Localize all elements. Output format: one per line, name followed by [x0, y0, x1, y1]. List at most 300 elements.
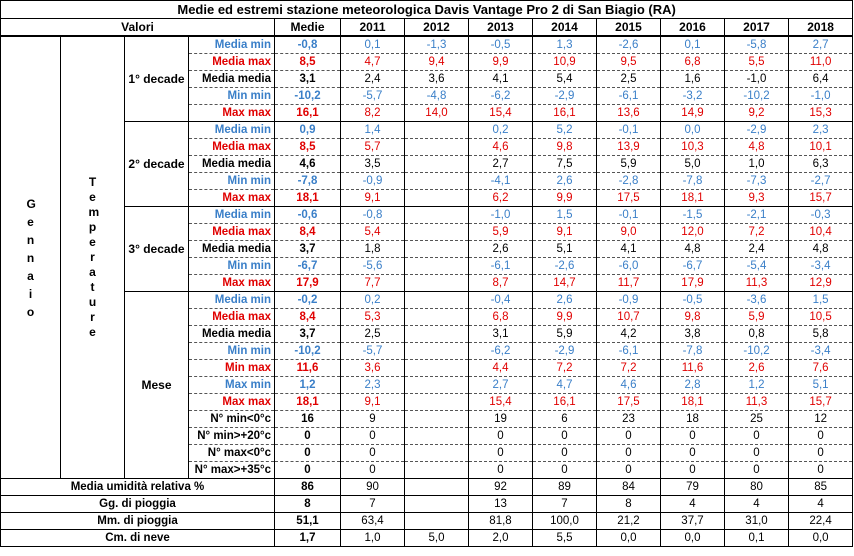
year-value: 5,3 [341, 309, 405, 326]
row-label: Max max [189, 190, 275, 207]
year-value: 10,1 [789, 139, 853, 156]
year-value: 0 [661, 462, 725, 479]
year-value [405, 360, 469, 377]
year-value: -1,0 [789, 88, 853, 105]
footer-label: Gg. di pioggia [1, 496, 275, 513]
year-value: 6,2 [469, 190, 533, 207]
year-value [405, 309, 469, 326]
year-value [405, 513, 469, 530]
year-header: 2015 [597, 19, 661, 37]
year-value: -2,6 [597, 36, 661, 54]
year-value [405, 343, 469, 360]
year-value [405, 275, 469, 292]
year-value: 7,6 [789, 360, 853, 377]
year-value: 2,3 [789, 122, 853, 139]
year-value: 2,6 [533, 173, 597, 190]
medie-value: 4,6 [275, 156, 341, 173]
year-value: -5,8 [725, 36, 789, 54]
year-value: -6,7 [661, 258, 725, 275]
footer-label: Media umidità relativa % [1, 479, 275, 496]
medie-value: 18,1 [275, 394, 341, 411]
year-value: 19 [469, 411, 533, 428]
year-value: 4,4 [469, 360, 533, 377]
year-value: 15,4 [469, 394, 533, 411]
year-value: 4,7 [341, 54, 405, 71]
year-value: 0 [533, 445, 597, 462]
medie-value: 11,6 [275, 360, 341, 377]
year-value [405, 496, 469, 513]
year-value: 63,4 [341, 513, 405, 530]
year-value: 4,8 [789, 241, 853, 258]
medie-value: 8,5 [275, 54, 341, 71]
year-value: 4 [789, 496, 853, 513]
year-value: -0,8 [341, 207, 405, 224]
year-value: 12 [789, 411, 853, 428]
row-label: Media max [189, 224, 275, 241]
row-label: Max max [189, 394, 275, 411]
year-value: 10,3 [661, 139, 725, 156]
year-value: 15,7 [789, 190, 853, 207]
year-value: 10,7 [597, 309, 661, 326]
year-value: 14,7 [533, 275, 597, 292]
medie-header: Medie [275, 19, 341, 37]
year-value: -0,1 [597, 207, 661, 224]
year-value: 0,0 [597, 530, 661, 547]
year-value: 85 [789, 479, 853, 496]
month-label [1, 36, 61, 479]
year-value: 15,3 [789, 105, 853, 122]
year-value: 37,7 [661, 513, 725, 530]
year-value: 25 [725, 411, 789, 428]
medie-value: -0,6 [275, 207, 341, 224]
year-value: 0 [597, 445, 661, 462]
year-value: 5,5 [725, 54, 789, 71]
medie-value: -0,8 [275, 36, 341, 54]
year-value: 0 [597, 428, 661, 445]
year-value [405, 224, 469, 241]
medie-value: 8,4 [275, 224, 341, 241]
year-value: -0,4 [469, 292, 533, 309]
year-value: -10,2 [725, 88, 789, 105]
year-value: 12,9 [789, 275, 853, 292]
year-value: 13,6 [597, 105, 661, 122]
year-value: 2,7 [469, 377, 533, 394]
year-value: 14,0 [405, 105, 469, 122]
row-label: Max min [189, 377, 275, 394]
year-value: 0 [533, 462, 597, 479]
year-value: 0,8 [725, 326, 789, 343]
year-value: 10,9 [533, 54, 597, 71]
year-value: 4,2 [597, 326, 661, 343]
year-value: 22,4 [789, 513, 853, 530]
year-value: 0,0 [789, 530, 853, 547]
year-value [405, 241, 469, 258]
year-value: 0 [341, 462, 405, 479]
year-value: 2,8 [661, 377, 725, 394]
row-label: Min min [189, 88, 275, 105]
year-value: 0,0 [661, 122, 725, 139]
year-value: 11,0 [789, 54, 853, 71]
year-value: 17,5 [597, 394, 661, 411]
year-value: 5,0 [405, 530, 469, 547]
year-value: 5,4 [533, 71, 597, 88]
year-value: -0,9 [341, 173, 405, 190]
year-value: 0,1 [341, 36, 405, 54]
year-value [405, 156, 469, 173]
year-value: 6,8 [469, 309, 533, 326]
table-row [1, 122, 853, 139]
year-value: -5,6 [341, 258, 405, 275]
row-label: N° min<0°c [189, 411, 275, 428]
year-value: -7,8 [661, 173, 725, 190]
table-row [1, 207, 853, 224]
year-value: 9,0 [597, 224, 661, 241]
year-value: 8 [597, 496, 661, 513]
year-value: 15,7 [789, 394, 853, 411]
year-value: 9,5 [597, 54, 661, 71]
year-value: 0 [469, 462, 533, 479]
year-value: 12,0 [661, 224, 725, 241]
year-value: 0 [341, 445, 405, 462]
year-value: 84 [597, 479, 661, 496]
year-value: 21,2 [597, 513, 661, 530]
medie-value: 8,4 [275, 309, 341, 326]
medie-value: 0 [275, 462, 341, 479]
medie-value: -10,2 [275, 88, 341, 105]
year-value: 1,6 [661, 71, 725, 88]
year-value: -7,3 [725, 173, 789, 190]
row-label: N° max<0°c [189, 445, 275, 462]
year-value: 15,4 [469, 105, 533, 122]
year-value: -1,0 [725, 71, 789, 88]
year-value [405, 190, 469, 207]
year-value: 5,1 [533, 241, 597, 258]
table-row [1, 479, 853, 496]
year-value: 6,8 [661, 54, 725, 71]
year-value: 5,9 [597, 156, 661, 173]
year-value [405, 173, 469, 190]
row-label: Media max [189, 139, 275, 156]
table-row [1, 292, 853, 309]
year-value: 11,7 [597, 275, 661, 292]
year-value: 0 [661, 428, 725, 445]
year-value: -0,5 [661, 292, 725, 309]
row-label: Media min [189, 207, 275, 224]
year-value: 1,3 [533, 36, 597, 54]
year-value: 7,5 [533, 156, 597, 173]
year-value: 1,8 [341, 241, 405, 258]
year-value: 1,0 [725, 156, 789, 173]
year-value: 4 [725, 496, 789, 513]
year-value: 4,1 [597, 241, 661, 258]
year-value: 0,1 [725, 530, 789, 547]
year-value: 6,4 [789, 71, 853, 88]
year-value: 7,2 [725, 224, 789, 241]
year-value: -5,4 [725, 258, 789, 275]
year-value: 4,8 [661, 241, 725, 258]
year-value: 11,3 [725, 275, 789, 292]
year-value: 13 [469, 496, 533, 513]
year-value: -2,7 [789, 173, 853, 190]
year-value: 23 [597, 411, 661, 428]
year-value: 4,1 [469, 71, 533, 88]
year-value: 4,7 [533, 377, 597, 394]
year-value: 0 [789, 462, 853, 479]
year-value [405, 394, 469, 411]
year-value: 0,2 [341, 292, 405, 309]
row-label: Media media [189, 71, 275, 88]
row-label: Media min [189, 122, 275, 139]
medie-value: 51,1 [275, 513, 341, 530]
year-value: 0 [661, 445, 725, 462]
year-value [405, 445, 469, 462]
year-value: 89 [533, 479, 597, 496]
year-value: -7,8 [661, 343, 725, 360]
table-title: Medie ed estremi stazione meteorologica Davis Vantage Pro 2 di San Biagio (RA) [1, 1, 853, 19]
year-value: 11,3 [725, 394, 789, 411]
year-value: -6,0 [597, 258, 661, 275]
row-label: Media media [189, 326, 275, 343]
year-value: 2,5 [341, 326, 405, 343]
year-value: 8,7 [469, 275, 533, 292]
year-header: 2014 [533, 19, 597, 37]
year-header: 2016 [661, 19, 725, 37]
year-value: 0 [725, 428, 789, 445]
year-value: 9,8 [661, 309, 725, 326]
year-value: 100,0 [533, 513, 597, 530]
year-value: 0 [469, 445, 533, 462]
year-value: 3,6 [405, 71, 469, 88]
year-value: -5,7 [341, 88, 405, 105]
row-label: Min min [189, 258, 275, 275]
table-row [1, 36, 853, 54]
year-value: -4,1 [469, 173, 533, 190]
medie-value: 17,9 [275, 275, 341, 292]
year-value: 7,2 [533, 360, 597, 377]
year-value: -2,9 [725, 122, 789, 139]
row-label: Min min [189, 343, 275, 360]
year-value: 5,8 [789, 326, 853, 343]
row-label: Max max [189, 105, 275, 122]
year-value: 5,2 [533, 122, 597, 139]
year-value: -1,0 [469, 207, 533, 224]
category-label [61, 36, 125, 479]
year-value: 1,5 [789, 292, 853, 309]
year-value: -0,1 [597, 122, 661, 139]
year-value: 10,4 [789, 224, 853, 241]
year-value: 0 [469, 428, 533, 445]
year-value: 5,0 [661, 156, 725, 173]
medie-value: -10,2 [275, 343, 341, 360]
year-value: 5,9 [469, 224, 533, 241]
table-row [1, 496, 853, 513]
year-value: -1,5 [661, 207, 725, 224]
row-label: Media min [189, 36, 275, 54]
decade-label: 2° decade [125, 122, 189, 207]
year-value [405, 479, 469, 496]
row-label: N° max>+35°c [189, 462, 275, 479]
year-value: 3,8 [661, 326, 725, 343]
year-value: 2,6 [725, 360, 789, 377]
year-value [405, 326, 469, 343]
year-value: 16,1 [533, 394, 597, 411]
year-value: 9,9 [533, 190, 597, 207]
medie-value: 8 [275, 496, 341, 513]
year-value: 8,2 [341, 105, 405, 122]
year-value: 9,8 [533, 139, 597, 156]
year-value: 1,2 [725, 377, 789, 394]
year-value: -2,1 [725, 207, 789, 224]
year-value: 2,4 [341, 71, 405, 88]
year-value: 18,1 [661, 190, 725, 207]
row-label: Min min [189, 173, 275, 190]
year-value: 17,5 [597, 190, 661, 207]
year-value: -3,6 [725, 292, 789, 309]
medie-value: 1,7 [275, 530, 341, 547]
year-value: -6,2 [469, 343, 533, 360]
year-value: 0,0 [661, 530, 725, 547]
row-label: Media min [189, 292, 275, 309]
year-value: -3,2 [661, 88, 725, 105]
year-value: 4,6 [469, 139, 533, 156]
category-label-text: Temperature [88, 175, 100, 339]
year-value: 9,1 [341, 394, 405, 411]
year-value: -2,9 [533, 343, 597, 360]
medie-value: 0,9 [275, 122, 341, 139]
decade-label: 3° decade [125, 207, 189, 292]
medie-value: 3,1 [275, 71, 341, 88]
year-header: 2013 [469, 19, 533, 37]
year-value: 6 [533, 411, 597, 428]
year-value: -6,1 [469, 258, 533, 275]
medie-value: 0 [275, 445, 341, 462]
year-value: -0,5 [469, 36, 533, 54]
year-value: 0 [341, 428, 405, 445]
year-value: 16,1 [533, 105, 597, 122]
year-value: 9,3 [725, 190, 789, 207]
year-value: 2,7 [469, 156, 533, 173]
year-value: 81,8 [469, 513, 533, 530]
year-value [405, 258, 469, 275]
year-value: -10,2 [725, 343, 789, 360]
year-value: 3,5 [341, 156, 405, 173]
year-value: 5,4 [341, 224, 405, 241]
year-value: 80 [725, 479, 789, 496]
row-label: Media media [189, 241, 275, 258]
year-value: 18,1 [661, 394, 725, 411]
medie-value: -0,2 [275, 292, 341, 309]
year-value: 5,7 [341, 139, 405, 156]
year-value: 13,9 [597, 139, 661, 156]
year-value: 17,9 [661, 275, 725, 292]
year-value: 6,3 [789, 156, 853, 173]
year-value [405, 122, 469, 139]
year-value: 4,6 [597, 377, 661, 394]
medie-value: 18,1 [275, 190, 341, 207]
footer-label: Mm. di pioggia [1, 513, 275, 530]
medie-value: -7,8 [275, 173, 341, 190]
year-value: 7,7 [341, 275, 405, 292]
year-value: 18 [661, 411, 725, 428]
year-value: 7,2 [597, 360, 661, 377]
year-value: 5,9 [533, 326, 597, 343]
medie-value: 86 [275, 479, 341, 496]
year-value: 5,1 [789, 377, 853, 394]
year-value: 9 [341, 411, 405, 428]
year-header: 2012 [405, 19, 469, 37]
year-header: 2011 [341, 19, 405, 37]
year-value: 9,9 [469, 54, 533, 71]
year-value: 79 [661, 479, 725, 496]
year-value: 0 [533, 428, 597, 445]
year-value: -2,6 [533, 258, 597, 275]
year-value: 0 [597, 462, 661, 479]
year-value: 0 [789, 445, 853, 462]
year-value [405, 139, 469, 156]
year-value: 3,6 [341, 360, 405, 377]
year-value: -6,1 [597, 343, 661, 360]
year-value [405, 377, 469, 394]
year-value: 9,1 [341, 190, 405, 207]
row-label: N° min>+20°c [189, 428, 275, 445]
year-value: 9,4 [405, 54, 469, 71]
year-value: 0 [789, 428, 853, 445]
year-value: 9,1 [533, 224, 597, 241]
year-value: 1,0 [341, 530, 405, 547]
table-row [1, 530, 853, 547]
year-value: -0,3 [789, 207, 853, 224]
year-value: 5,5 [533, 530, 597, 547]
year-value: -2,8 [597, 173, 661, 190]
year-value: 3,1 [469, 326, 533, 343]
medie-value: 16,1 [275, 105, 341, 122]
row-label: Media max [189, 309, 275, 326]
year-value: 1,4 [341, 122, 405, 139]
row-label: Media max [189, 54, 275, 71]
year-value: -3,4 [789, 258, 853, 275]
year-value: 90 [341, 479, 405, 496]
row-label: Media media [189, 156, 275, 173]
medie-value: 8,5 [275, 139, 341, 156]
year-value: -6,2 [469, 88, 533, 105]
medie-value: 3,7 [275, 241, 341, 258]
decade-label: Mese [125, 292, 189, 479]
year-value: 0,2 [469, 122, 533, 139]
year-value: 5,9 [725, 309, 789, 326]
row-label: Min max [189, 360, 275, 377]
year-value: 1,5 [533, 207, 597, 224]
year-value: -3,4 [789, 343, 853, 360]
row-label: Max max [189, 275, 275, 292]
year-value: 92 [469, 479, 533, 496]
year-value [405, 462, 469, 479]
year-value: 14,9 [661, 105, 725, 122]
year-value: 4,8 [725, 139, 789, 156]
month-label-text: Gennaio [26, 196, 36, 319]
year-value: 31,0 [725, 513, 789, 530]
table-row [1, 513, 853, 530]
year-header: 2018 [789, 19, 853, 37]
year-value [405, 207, 469, 224]
year-value: 11,6 [661, 360, 725, 377]
year-value: -5,7 [341, 343, 405, 360]
medie-value: -6,7 [275, 258, 341, 275]
medie-value: 0 [275, 428, 341, 445]
footer-label: Cm. di neve [1, 530, 275, 547]
year-value: 9,2 [725, 105, 789, 122]
year-value [405, 292, 469, 309]
year-value: 0,1 [661, 36, 725, 54]
